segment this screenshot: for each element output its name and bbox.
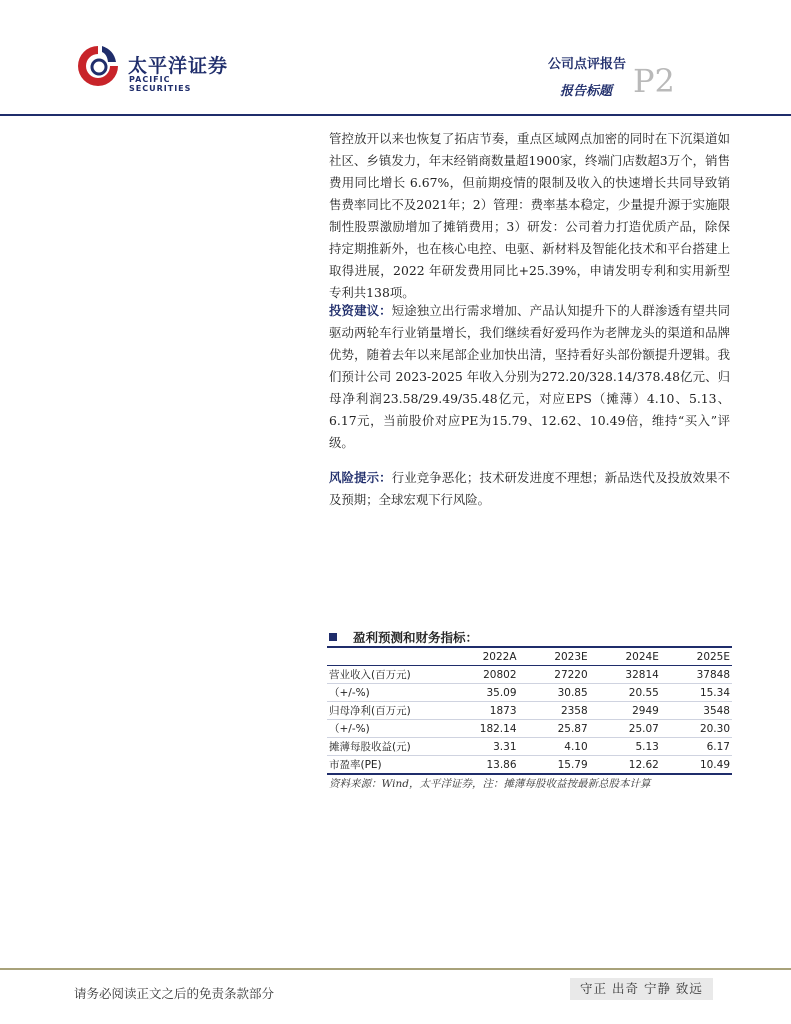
column-header: 2022A xyxy=(482,650,517,663)
table-cell: 182.14 xyxy=(479,722,517,735)
table-row xyxy=(327,756,732,775)
table-cell: 15.34 xyxy=(699,686,730,699)
footer-motto: 守正 出奇 宁静 致远 xyxy=(570,978,713,1000)
logo-chinese-name: 太平洋证券 xyxy=(128,55,229,77)
table-cell: 20.30 xyxy=(699,722,730,735)
risk-warning-paragraph xyxy=(329,467,730,511)
table-cell: 1873 xyxy=(489,704,517,717)
table-cell: 30.85 xyxy=(557,686,588,699)
investment-advice-lead: 投资建议： xyxy=(329,303,392,318)
table-cell: 12.62 xyxy=(628,758,659,771)
investment-advice-text: 短途独立出行需求增加、产品认知提升下的人群渗透有望共同驱动两轮车行业销量增长，我们继续看好爱玛作为老牌龙头的渠道和品牌优势，随着去年以来尾部企业加快出清，坚持看好头部份额提升逻辑。我们预计公司 2023-2025 年收入分别为272.20/328.14/378.48亿元、归母净利润23.58/29.49/35.48亿元，对应EPS（摊薄）4.10、5.13、6.17元，当前股价对应PE为15.79、12.62、10.49倍，维持“买入”评级。 xyxy=(329,303,731,450)
table-cell: 15.79 xyxy=(557,758,588,771)
row-label: 归母净利(百万元) xyxy=(329,705,411,717)
table-cell: 5.13 xyxy=(635,740,659,753)
pacific-securities-logo-icon xyxy=(74,42,122,90)
paragraph-text: 管控放开以来也恢复了拓店节奏，重点区域网点加密的同时在下沉渠道如社区、乡镇发力，年末经销商数量超1900家，终端门店数超3万个，销售费用同比增长 6.67%，但前期疫情的限制及收入的快速增长共同导致销售费率同比不及2021年；2）管理：费率基本稳定，少量提升源于实施限制性股票激励增加了摊销费用；3）研发：公司着力打造优质产品，除保持定期推新外，也在核心电控、电驱、新材料及智能化技术和平台搭建上取得进展，2022 年研发费用同比+25.39%，申请发明专利和实用新型专利共138项。 xyxy=(329,131,730,300)
table-cell: 27220 xyxy=(554,668,588,681)
square-bullet-icon xyxy=(329,633,337,641)
company-logo xyxy=(74,42,234,92)
table-row xyxy=(327,720,732,738)
page-number: P2 xyxy=(633,62,675,100)
table-row xyxy=(327,666,732,684)
table-row xyxy=(327,684,732,702)
table-cell: 35.09 xyxy=(486,686,517,699)
table-title xyxy=(329,628,478,646)
table-cell: 3548 xyxy=(703,704,730,717)
analysis-paragraph xyxy=(329,128,730,304)
footer-divider xyxy=(0,968,791,970)
table-cell: 25.87 xyxy=(557,722,588,735)
table-cell: 3.31 xyxy=(493,740,517,753)
table-title-text: 盈利预测和财务指标： xyxy=(353,630,479,645)
row-label: （+/-%) xyxy=(329,723,370,735)
row-label: （+/-%) xyxy=(329,687,370,699)
column-header: 2025E xyxy=(696,650,730,663)
table-cell: 20.55 xyxy=(628,686,659,699)
table-cell: 37848 xyxy=(696,668,730,681)
column-header: 2023E xyxy=(554,650,588,663)
table-source-note: 资料来源：Wind，太平洋证券，注：摊薄每股收益按最新总股本计算 xyxy=(329,778,651,790)
table-header-row xyxy=(327,647,732,666)
table-cell: 25.07 xyxy=(628,722,659,735)
header-divider xyxy=(0,114,791,116)
report-type: 公司点评报告 xyxy=(548,57,627,72)
column-header xyxy=(327,647,441,666)
table-cell: 10.49 xyxy=(699,758,730,771)
report-title: 报告标题 xyxy=(560,84,613,99)
footer-disclaimer: 请务必阅读正文之后的免责条款部分 xyxy=(74,986,275,1001)
table-cell: 6.17 xyxy=(706,740,730,753)
table-cell: 4.10 xyxy=(564,740,588,753)
table-row xyxy=(327,738,732,756)
table-cell: 32814 xyxy=(625,668,659,681)
table-cell: 2949 xyxy=(632,704,659,717)
table-cell: 2358 xyxy=(560,704,588,717)
financial-forecast-table xyxy=(327,646,732,775)
table-cell: 20802 xyxy=(483,668,517,681)
risk-warning-text: 行业竞争恶化；技术研发进度不理想；新品迭代及投放效果不及预期；全球宏观下行风险。 xyxy=(329,470,731,507)
table-row xyxy=(327,702,732,720)
logo-english-name: PACIFIC SECURITIES xyxy=(129,75,192,93)
row-label: 营业收入(百万元) xyxy=(329,669,411,681)
row-label: 市盈率(PE) xyxy=(329,759,382,771)
table-cell: 13.86 xyxy=(486,758,517,771)
row-label: 摊薄每股收益(元) xyxy=(329,741,411,753)
investment-advice-paragraph xyxy=(329,300,730,454)
column-header: 2024E xyxy=(625,650,659,663)
risk-warning-lead: 风险提示： xyxy=(329,470,392,485)
